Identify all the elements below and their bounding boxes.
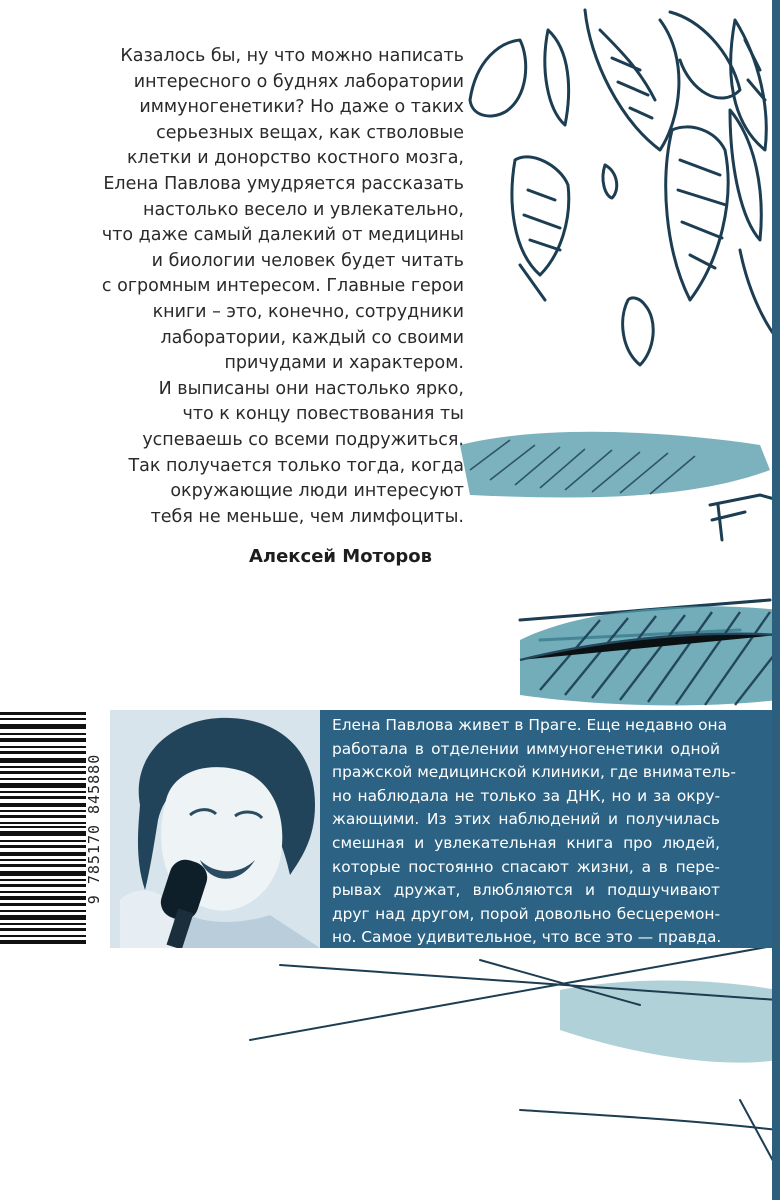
bio-line: но наблюдала не только за ДНК, но и за окру- xyxy=(332,786,720,805)
review-quote xyxy=(64,44,464,530)
quote-line: что даже самый далекий от медицины xyxy=(101,225,464,246)
bio-line: но. Самое удивительное, что все это — правда. xyxy=(332,928,722,947)
quote-line: интересного о буднях лаборатории xyxy=(133,71,464,92)
quote-line: причудами и характером. xyxy=(224,353,464,374)
quote-line: Елена Павлова умудряется рассказать xyxy=(103,173,464,194)
quote-line: что к концу повествования ты xyxy=(182,404,464,425)
quote-line: тебя не меньше, чем лимфоциты. xyxy=(150,506,464,527)
spine-edge xyxy=(772,0,780,1200)
quote-author: Алексей Моторов xyxy=(248,546,432,567)
quote-line: с огромным интересом. Главные герои xyxy=(101,276,464,297)
bio-line: смешная и увлекательная книга про людей, xyxy=(332,833,720,852)
bio-line: Елена Павлова живет в Праге. Еще недавно она xyxy=(332,716,728,734)
author-portrait-image xyxy=(110,710,320,948)
quote-line: и биологии человек будет читать xyxy=(151,250,464,271)
barcode-bars xyxy=(0,710,86,948)
bio-line: друг над другом, порой довольно бесцеремон- xyxy=(332,904,720,923)
quote-line: лаборатории, каждый со своими xyxy=(160,327,464,348)
bio-line: которые постоянно спасают жизни, а в пере- xyxy=(332,857,720,876)
author-bio xyxy=(332,714,736,950)
quote-line: иммуногенетики? Но даже о таких xyxy=(139,97,464,118)
quote-line: И выписаны они настолько ярко, xyxy=(158,378,464,399)
isbn-number: 9 785170 845880 xyxy=(85,753,103,905)
quote-line: книги – это, конечно, сотрудники xyxy=(152,301,464,322)
quote-line: клетки и донорство костного мозга, xyxy=(126,148,464,169)
quote-line: серьезных вещах, как стволовые xyxy=(156,122,464,143)
bio-line: пражской медицинской клиники, где вниматель- xyxy=(332,763,736,782)
bio-line: рывах дружат, влюбляются и подшучивают xyxy=(332,881,720,900)
quote-line: Так получается только тогда, когда xyxy=(128,455,464,476)
quote-line: успеваешь со всеми подружиться. xyxy=(142,429,464,450)
quote-line: настолько весело и увлекательно, xyxy=(143,199,464,220)
quote-line: Казалось бы, ну что можно написать xyxy=(120,46,464,66)
bio-line: жающими. Из этих наблюдений и получилась xyxy=(332,810,720,829)
quote-line: окружающие люди интересуют xyxy=(170,481,464,502)
bio-line: работала в отделении иммуногенетики одной xyxy=(332,739,720,758)
author-photo xyxy=(110,710,320,948)
